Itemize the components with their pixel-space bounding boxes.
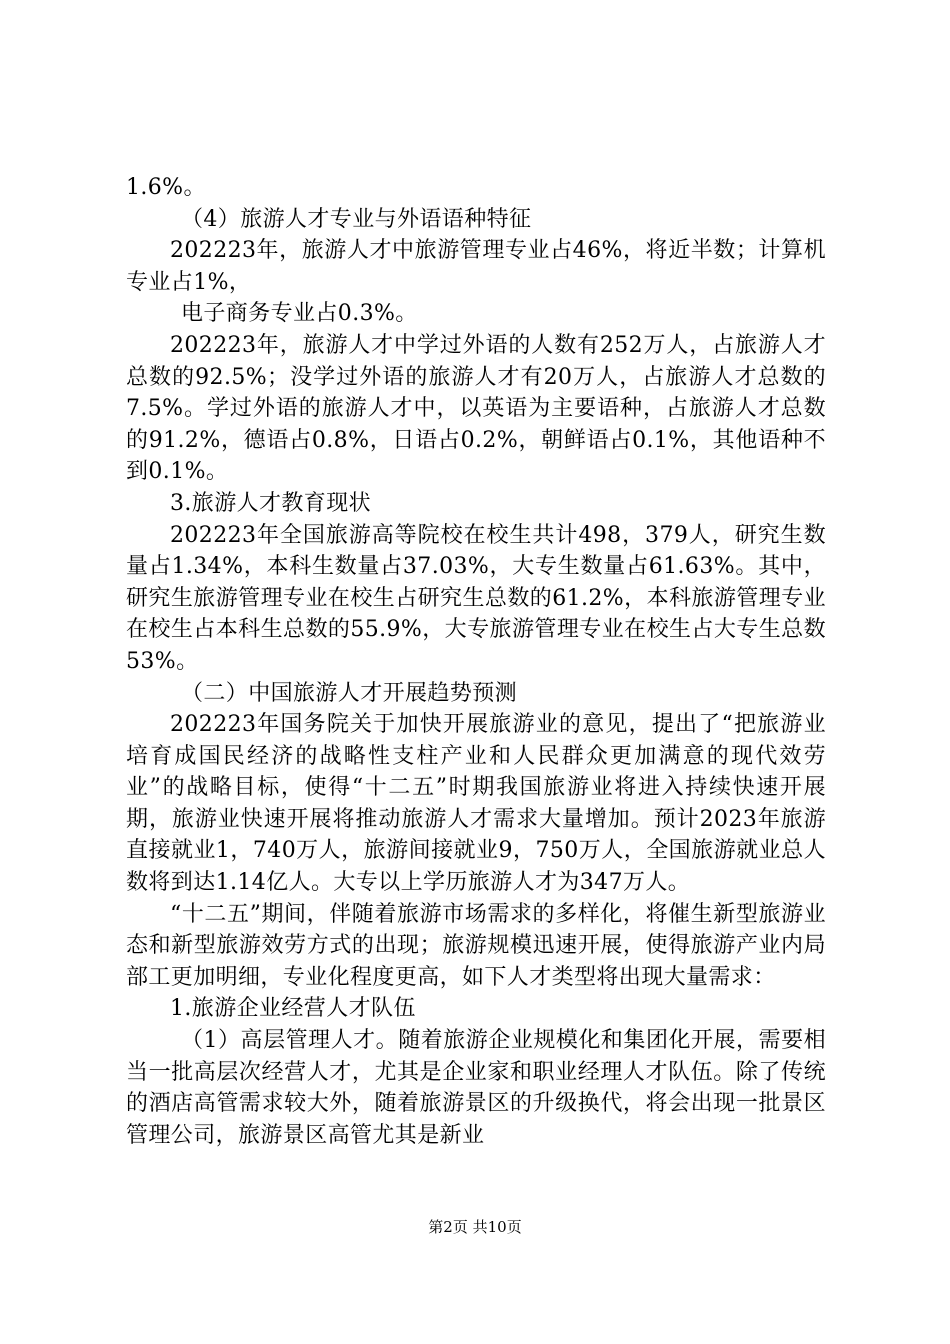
paragraph-heading: 1.旅游企业经营人才队伍 [170, 996, 416, 1022]
paragraph: 202223年，旅游人才中学过外语的人数有252万人，占旅游人才总数的92.5%；没学过外语的旅游人才有20万人，占旅游人才总数的7.5%。学过外语的旅游人才中，以英语为主要语种，占旅游人才总数的91.2%，德语占0.8%，日语占0.2%，朝鲜语占0.1%，其他语种不到0.1%。 [126, 332, 826, 485]
paragraph: 202223年，旅游人才中旅游管理专业占46%，将近半数；计算机专业占1%， [126, 238, 826, 295]
page-number-footer: 第2页 共10页 [428, 1218, 522, 1236]
paragraph: （1）高层管理人才。随着旅游企业规模化和集团化开展，需要相当一批高层次经营人才，尤其是企业家和职业经理人才队伍。除了传统的酒店高管需求较大外，随着旅游景区的升级换代，将会出现一批景区管理公司，旅游景区高管尤其是新业 [126, 1028, 826, 1148]
paragraph-heading: 3.旅游人才教育现状 [170, 490, 371, 516]
paragraph: 1.6%。 [126, 175, 206, 200]
paragraph: 电子商务专业占0.3%。 [181, 301, 418, 327]
paragraph-heading: （二）中国旅游人才开展趋势预测 [181, 680, 518, 706]
paragraph: 202223年国务院关于加快开展旅游业的意见，提出了“把旅游业培育成国民经济的战略性支柱产业和人民群众更加满意的现代效劳业”的战略目标，使得“十二五”时期我国旅游业将进入持续快速开展期，旅游业快速开展将推动旅游人才需求大量增加。预计2023年旅游直接就业1，740万人，旅游间接就业9，750万人，全国旅游就业总人数将到达1.14亿人。大专以上学历旅游人才为347万人。 [126, 712, 826, 896]
document-body [126, 172, 826, 1151]
paragraph-heading: （4）旅游人才专业与外语语种特征 [181, 206, 532, 232]
paragraph: 202223年全国旅游高等院校在校生共计498，379人，研究生数量占1.34%，本科生数量占37.03%，大专生数量占61.63%。其中，研究生旅游管理专业在校生占研究生总数的61.2%，本科旅游管理专业在校生占本科生总数的55.9%，大专旅游管理专业在校生占大专生总数53%。 [126, 522, 826, 674]
paragraph: “十二五”期间，伴随着旅游市场需求的多样化，将催生新型旅游业态和新型旅游效劳方式的出现；旅游规模迅速开展，使得旅游产业内局部工更加明细，专业化程度更高，如下人才类型将出现大量需求： [126, 901, 826, 990]
